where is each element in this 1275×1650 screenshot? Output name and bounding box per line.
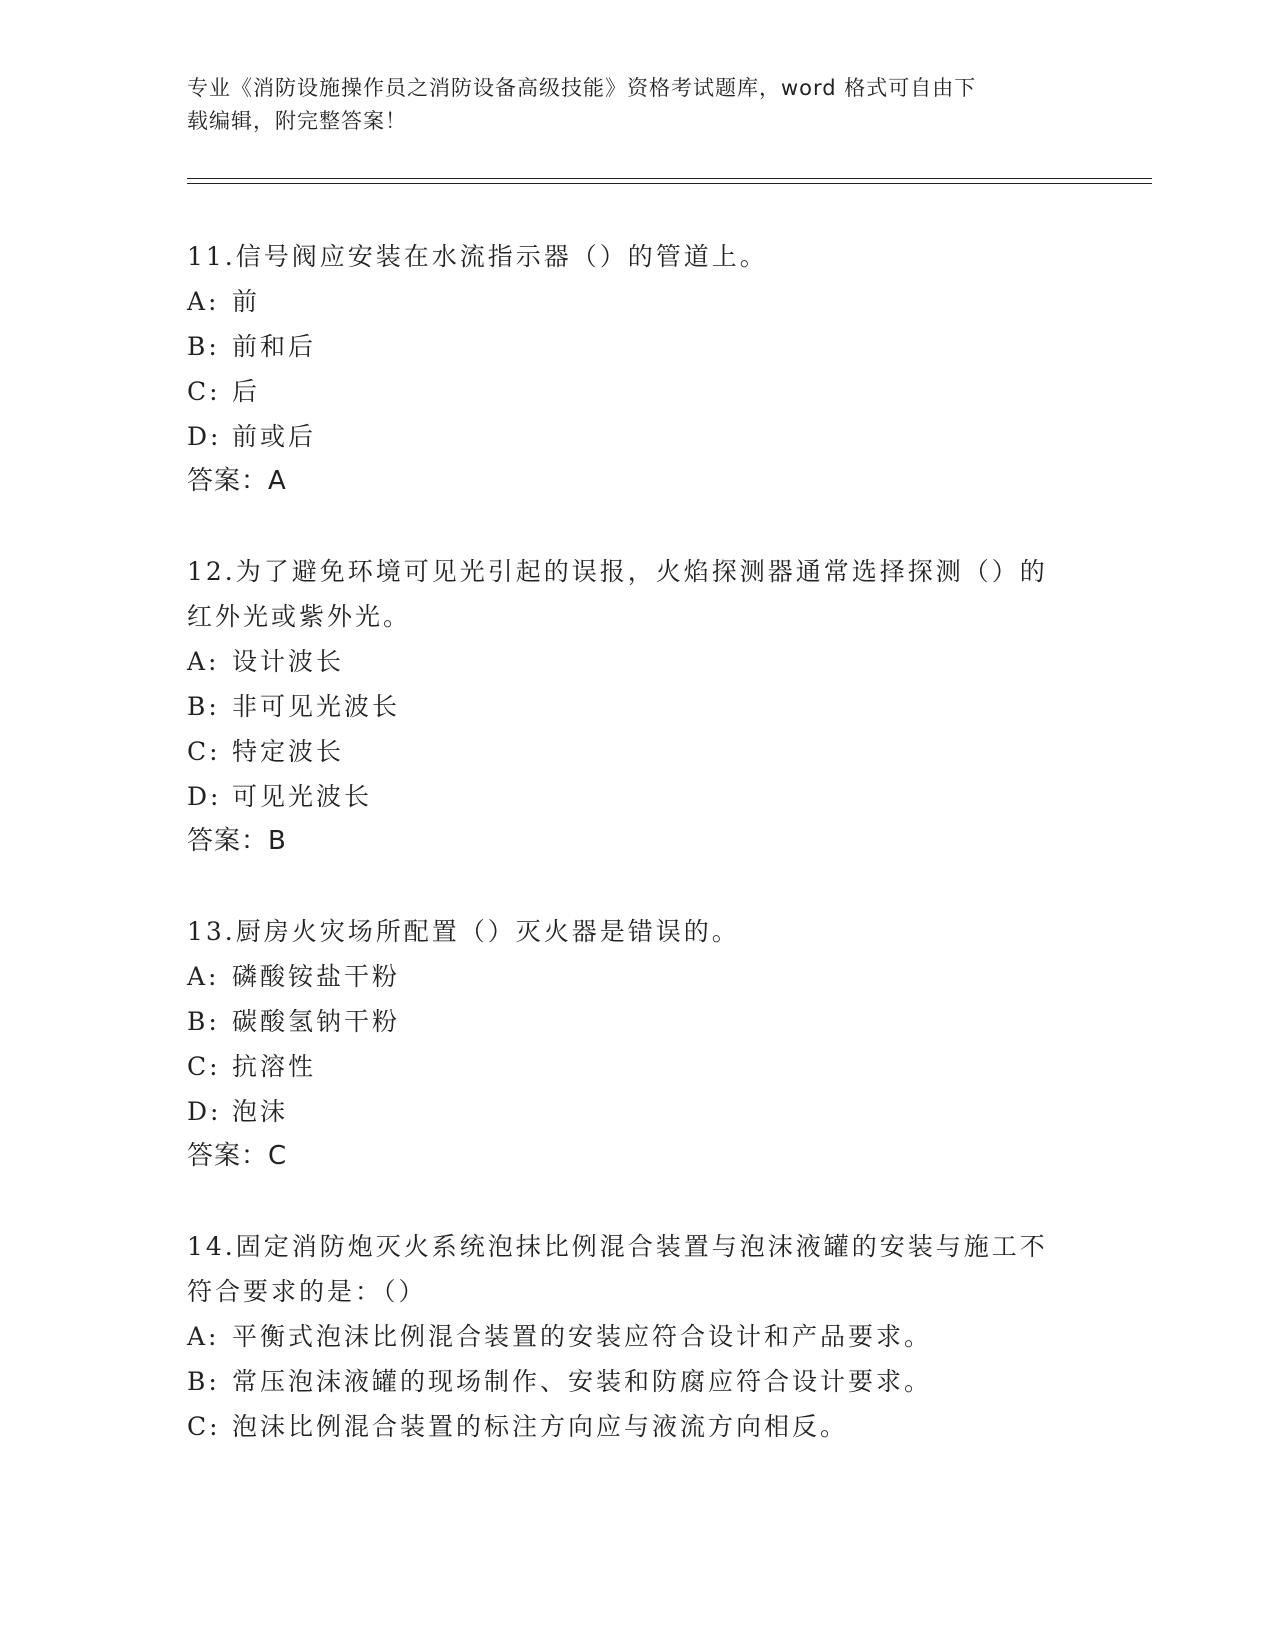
option-text: 抗溶性 [232,1052,317,1081]
option-text: 碳酸氢钠干粉 [232,1007,401,1036]
header-rule-top [187,178,1152,179]
option-letter: A: [187,962,220,991]
question-stem-continued: 符合要求的是：（） [187,1277,427,1306]
option-text: 泡沫比例混合装置的标注方向应与液流方向相反。 [232,1412,849,1441]
question-stem: 13.厨房火灾场所配置（）灭火器是错误的。 [187,917,740,946]
option-text: 常压泡沫液罐的现场制作、安装和防腐应符合设计要求。 [232,1367,933,1396]
answer-line: 答案：A [187,466,287,496]
option-a [187,279,1087,324]
document-header [187,72,1067,138]
option-c [187,369,1087,414]
option-letter: B: [187,332,220,361]
option-letter: C: [187,377,221,406]
option-text: 前或后 [232,422,317,451]
header-rule-bottom [187,183,1152,184]
option-text: 泡沫 [232,1097,289,1126]
option-text: 前和后 [232,332,317,361]
option-d [187,414,1087,459]
option-letter: D: [187,782,222,811]
option-b [187,999,1087,1044]
option-b [187,324,1087,369]
question-stem: 11.信号阀应安装在水流指示器（）的管道上。 [187,242,768,271]
option-a [187,639,1087,684]
option-letter: B: [187,692,220,721]
option-letter: C: [187,1052,221,1081]
option-letter: C: [187,737,221,766]
question-11 [187,234,1087,504]
option-text: 平衡式泡沫比例混合装置的安装应符合设计和产品要求。 [232,1322,933,1351]
question-12 [187,549,1087,864]
option-text: 非可见光波长 [232,692,401,721]
answer-line: 答案：B [187,826,287,856]
header-line-1: 专业《消防设施操作员之消防设备高级技能》资格考试题库，word 格式可自由下 [187,76,977,100]
option-letter: D: [187,1097,222,1126]
option-text: 特定波长 [232,737,345,766]
question-stem: 12.为了避免环境可见光引起的误报，火焰探测器通常选择探测（）的 [187,557,1048,586]
option-letter: A: [187,1322,220,1351]
option-c [187,729,1087,774]
question-13 [187,909,1087,1179]
option-d [187,1089,1087,1134]
option-b [187,1359,1087,1404]
option-letter: C: [187,1412,221,1441]
option-text: 后 [232,377,261,406]
header-line-2: 载编辑，附完整答案！ [187,109,407,133]
question-list [187,234,1087,1494]
option-letter: A: [187,287,220,316]
option-b [187,684,1087,729]
option-c [187,1044,1087,1089]
option-d [187,774,1087,819]
option-a [187,954,1087,999]
option-letter: D: [187,422,222,451]
option-text: 可见光波长 [232,782,373,811]
question-14 [187,1224,1087,1449]
option-letter: A: [187,647,220,676]
question-stem: 14.固定消防炮灭火系统泡抹比例混合装置与泡沫液罐的安装与施工不 [187,1232,1048,1261]
option-letter: B: [187,1007,220,1036]
option-letter: B: [187,1367,220,1396]
option-text: 设计波长 [232,647,345,676]
option-text: 磷酸铵盐干粉 [232,962,401,991]
answer-line: 答案：C [187,1141,288,1171]
option-a [187,1314,1087,1359]
question-stem-continued: 红外光或紫外光。 [187,602,412,631]
option-text: 前 [232,287,261,316]
option-c [187,1404,1087,1449]
